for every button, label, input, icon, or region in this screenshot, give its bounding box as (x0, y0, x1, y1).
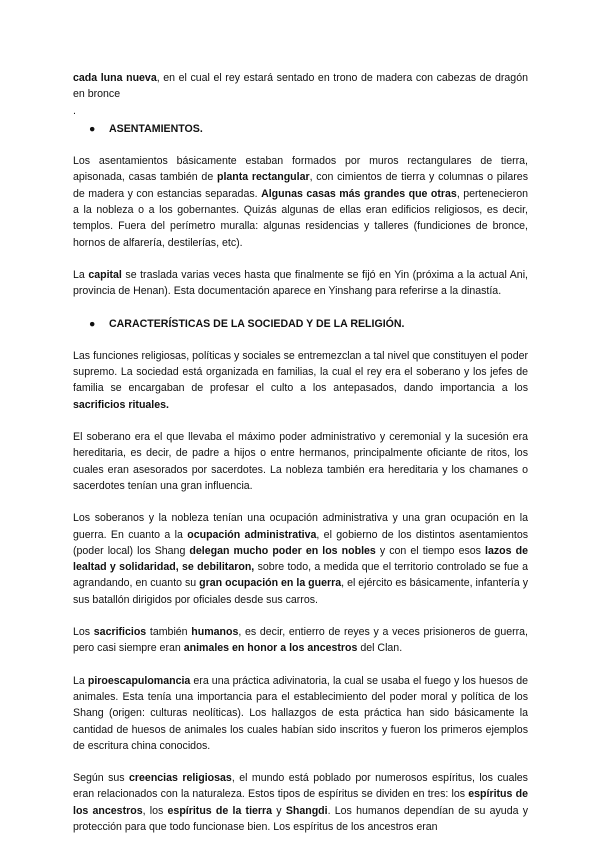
bold-text: animales en honor a los ancestros (183, 642, 358, 655)
paragraph-asentamientos: Los asentamientos básicamente estaban formados por muros rectangulares de tierra, apisonada, casas también de planta rectangular, con cimientos de tierra y columnas o pilares de madera y con estancias separadas. Algunas casas más grandes que otras, pertenecieron a la nobleza o a los gobernantes. Quizás algunas de ellas eran edificios religiosos, es decir, templos. Fuera del perímetro muralla: algunas residencias y talleres (fundiciones de bronce, hornos de alfarería, destilerías, etc). (73, 155, 529, 249)
bullet-icon: ● (89, 122, 96, 135)
paragraph-piroescapulomancia: La piroescapulomancia era una práctica adivinatoria, la cual se usaba el fuego y los huesos de animales. Esta tenía una importancia para el establecimiento del poder moral y política de los Shang (origen: culturas neolíticas). Los hallazgos de esta práctica han sido básicamente la cantidad de huesos de animales los cuales habían sido inscritos y fueron los primeros ejemplos de escritura china conocidos. (73, 674, 528, 752)
bold-text: Shangdi (285, 804, 328, 817)
bold-text: Algunas casas más grandes que otras (261, 187, 457, 200)
bold-text: espíritus de la tierra (167, 804, 273, 817)
bold-text: espíritus de los ancestros (73, 788, 528, 817)
body-text: , en el cual el rey estará sentado en trono de madera con cabezas de dragón en bronce (73, 72, 528, 101)
heading-text: CARACTERÍSTICAS DE LA SOCIEDAD Y DE LA RELIGIÓN. (109, 317, 405, 330)
bold-text: sacrificios (93, 626, 147, 639)
bold-text: creencias religiosas (129, 772, 232, 785)
bold-text: gran ocupación en la guerra (199, 577, 342, 590)
bold-text: capital (88, 268, 122, 281)
document-page (73, 70, 528, 835)
paragraph-nobleza: Los soberanos y la nobleza tenían una ocupación administrativa y una gran ocupación en la guerra. En cuanto a la ocupación administrativa, el gobierno de los distintos asentamientos (poder local) los Shang delegan mucho poder en los nobles y con el tiempo esos lazos de lealtad y solidaridad, se debilitaron, sobre todo, a medida que el territorio controlado se fue a agrandando, en cuanto su gran ocupación en la guerra, el ejército es básicamente, infantería y sus batallón dirigidos por oficiales desde sus carros. (73, 512, 529, 606)
paragraph-capital: La capital se traslada varias veces hasta que finalmente se fijó en Yin (próxima a la actual Ani, provincia de Henan). Esta documentación aparece en Yinshang para referirse a la dinastía. (73, 268, 528, 298)
body-text: . (73, 104, 76, 117)
bold-text: piroescapulomancia (87, 674, 191, 687)
paragraph-soberano: El soberano era el que llevaba el máximo poder administrativo y ceremonial y la sucesión era hereditaria, es decir, de padre a hijos o entre hermanos, principalmente oficiante de ritos, los cuales eran asesorados por sacerdotes. La nobleza también era hereditaria y los chamanes o sacerdotes tenían una gran influencia. (73, 431, 528, 492)
bold-text: ocupación administrativa (187, 528, 317, 541)
paragraph-sacrificios: Los sacrificios también humanos, es decir, entierro de reyes y a veces prisioneros de guerra, pero casi siempre eran animales en honor a los ancestros del Clan. (73, 626, 528, 655)
paragraph-funciones: Las funciones religiosas, políticas y sociales se entremezclan a tal nivel que constituyen el poder supremo. La sociedad está organizada en familias, la cual el rey era el soberano y los jefes de familia se encargaban de profesar el culto a los antepasados, dando importancia a los sacrificios rituales. (73, 349, 528, 411)
bold-text: sacrificios rituales. (73, 398, 169, 411)
intro-paragraph (73, 70, 528, 103)
stray-dot-line (73, 103, 528, 119)
bold-text: cada luna nueva (73, 72, 157, 84)
paragraph-creencias: Según sus creencias religiosas, el mundo está poblado por numerosos espíritus, los cuales eran relacionados con la naturaleza. Estos tipos de espíritus se dividen en tres: los espíritus de los ancestros, los espíritus de la tierra y Shangdi. Los humanos dependían de su ayuda y protección para que todo funcionase bien. Los espíritus de los ancestros eran (73, 772, 528, 833)
section-heading-sociedad (73, 316, 528, 332)
section-heading-asentamientos (73, 121, 528, 137)
heading-text: ASENTAMIENTOS. (109, 122, 203, 135)
bold-text: humanos (191, 626, 239, 639)
bold-text: planta rectangular (216, 171, 310, 184)
bold-text: lazos de lealtad y solidaridad, se debilitaron, (73, 544, 528, 574)
bold-text: delegan mucho poder en los nobles (189, 544, 376, 557)
bullet-icon: ● (89, 317, 96, 330)
